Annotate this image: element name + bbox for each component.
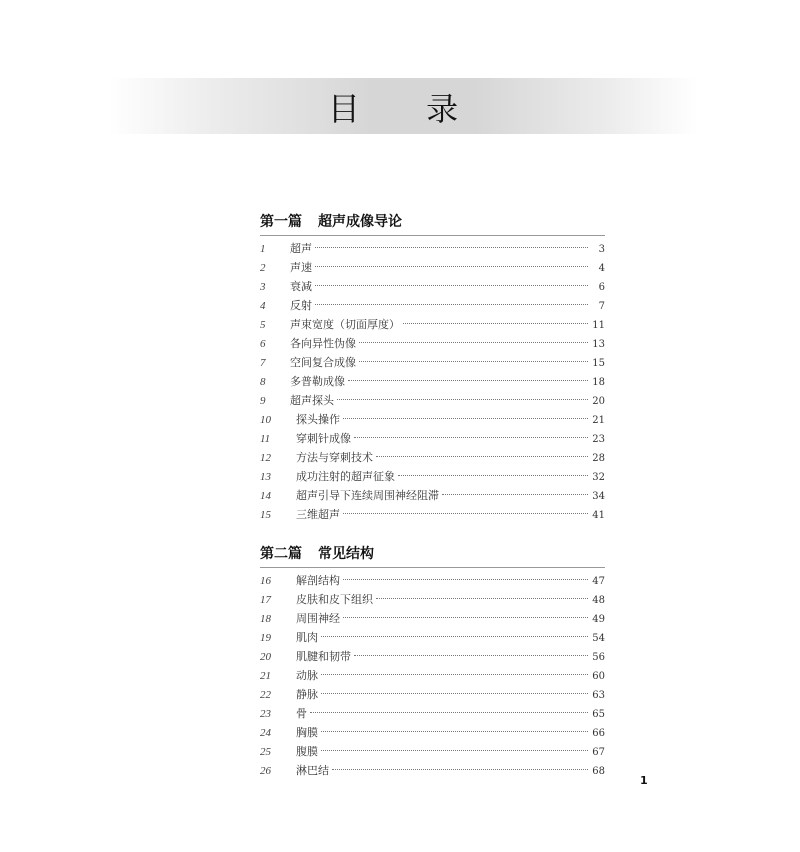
chapter-number: 26 <box>260 765 271 777</box>
chapter-number: 24 <box>260 727 271 739</box>
chapter-page: 23 <box>592 434 605 445</box>
chapter-title: 肌腱和韧带 <box>296 650 351 663</box>
leader-dots <box>321 731 588 732</box>
leader-dots <box>321 674 588 675</box>
chapter-title: 腹膜 <box>296 745 318 758</box>
toc-entry[interactable] <box>260 467 605 486</box>
chapter-page: 54 <box>592 633 605 644</box>
chapter-page: 6 <box>598 282 605 293</box>
chapter-page: 34 <box>592 491 605 502</box>
toc-entries <box>260 239 605 524</box>
chapter-page: 56 <box>592 652 605 663</box>
chapter-number: 13 <box>260 471 271 483</box>
toc-entry[interactable] <box>260 372 605 391</box>
chapter-number: 4 <box>260 300 266 312</box>
chapter-page: 7 <box>598 301 605 312</box>
chapter-page: 41 <box>592 510 605 521</box>
chapter-page: 32 <box>592 472 605 483</box>
chapter-title: 静脉 <box>296 688 318 701</box>
chapter-page: 15 <box>592 358 605 369</box>
chapter-page: 4 <box>598 263 605 274</box>
chapter-page: 13 <box>592 339 605 350</box>
chapter-page: 65 <box>592 709 605 720</box>
leader-dots <box>343 513 588 514</box>
chapter-page: 63 <box>592 690 605 701</box>
chapter-number: 16 <box>260 575 271 587</box>
part-name: 常见结构 <box>318 546 374 562</box>
leader-dots <box>315 247 588 248</box>
leader-dots <box>343 617 588 618</box>
chapter-page: 49 <box>592 614 605 625</box>
chapter-number: 19 <box>260 632 271 644</box>
part-one-section <box>260 213 605 524</box>
part-heading <box>260 213 605 231</box>
chapter-title: 淋巴结 <box>296 764 329 777</box>
toc-entry[interactable] <box>260 628 605 647</box>
toc-entry[interactable] <box>260 590 605 609</box>
leader-dots <box>337 399 588 400</box>
toc-entry[interactable] <box>260 723 605 742</box>
chapter-title: 皮肤和皮下组织 <box>296 593 373 606</box>
chapter-title: 声速 <box>290 261 312 274</box>
chapter-title: 声束宽度（切面厚度） <box>290 318 400 331</box>
leader-dots <box>403 323 588 324</box>
chapter-page: 48 <box>592 595 605 606</box>
chapter-title: 多普勒成像 <box>290 375 345 388</box>
toc-entry[interactable] <box>260 448 605 467</box>
leader-dots <box>321 636 588 637</box>
part-heading <box>260 545 605 563</box>
chapter-page: 3 <box>598 244 605 255</box>
chapter-page: 11 <box>592 320 605 331</box>
leader-dots <box>442 494 588 495</box>
leader-dots <box>315 304 588 305</box>
toc-entry[interactable] <box>260 742 605 761</box>
leader-dots <box>376 598 588 599</box>
chapter-page: 28 <box>592 453 605 464</box>
chapter-page: 20 <box>592 396 605 407</box>
toc-entry[interactable] <box>260 315 605 334</box>
chapter-title: 探头操作 <box>296 413 340 426</box>
leader-dots <box>321 750 588 751</box>
chapter-number: 8 <box>260 376 266 388</box>
chapter-number: 21 <box>260 670 271 682</box>
chapter-title: 动脉 <box>296 669 318 682</box>
toc-entries <box>260 571 605 780</box>
toc-entry[interactable] <box>260 505 605 524</box>
leader-dots <box>398 475 588 476</box>
chapter-title: 穿刺针成像 <box>296 432 351 445</box>
chapter-number: 25 <box>260 746 271 758</box>
page-number: 1 <box>640 774 648 787</box>
chapter-number: 3 <box>260 281 266 293</box>
chapter-number: 10 <box>260 414 271 426</box>
chapter-title: 超声引导下连续周围神经阻滞 <box>296 489 439 502</box>
chapter-number: 1 <box>260 243 266 255</box>
leader-dots <box>359 361 588 362</box>
leader-dots <box>354 437 588 438</box>
toc-entry[interactable] <box>260 647 605 666</box>
chapter-title: 衰减 <box>290 280 312 293</box>
toc-entry[interactable] <box>260 239 605 258</box>
chapter-number: 12 <box>260 452 271 464</box>
chapter-title: 超声探头 <box>290 394 334 407</box>
chapter-number: 23 <box>260 708 271 720</box>
toc-entry[interactable] <box>260 353 605 372</box>
part-two-section <box>260 545 605 780</box>
chapter-title: 肌肉 <box>296 631 318 644</box>
chapter-title: 反射 <box>290 299 312 312</box>
toc-entry[interactable] <box>260 429 605 448</box>
toc-entry[interactable] <box>260 410 605 429</box>
toc-entry[interactable] <box>260 277 605 296</box>
chapter-page: 18 <box>592 377 605 388</box>
toc-entry[interactable] <box>260 685 605 704</box>
chapter-number: 15 <box>260 509 271 521</box>
chapter-page: 47 <box>592 576 605 587</box>
toc-entry[interactable] <box>260 334 605 353</box>
chapter-title: 方法与穿刺技术 <box>296 451 373 464</box>
chapter-title: 三维超声 <box>296 508 340 521</box>
toc-entry[interactable] <box>260 486 605 505</box>
page-title: 目 录 <box>327 90 487 128</box>
chapter-title: 胸膜 <box>296 726 318 739</box>
leader-dots <box>359 342 588 343</box>
leader-dots <box>348 380 588 381</box>
chapter-title: 空间复合成像 <box>290 356 356 369</box>
chapter-number: 18 <box>260 613 271 625</box>
toc-entry[interactable] <box>260 704 605 723</box>
chapter-number: 17 <box>260 594 271 606</box>
part-number: 第二篇 <box>260 546 302 562</box>
toc-entry[interactable] <box>260 666 605 685</box>
leader-dots <box>332 769 588 770</box>
chapter-number: 22 <box>260 689 271 701</box>
toc-entry[interactable] <box>260 258 605 277</box>
toc-entry[interactable] <box>260 761 605 780</box>
chapter-page: 60 <box>592 671 605 682</box>
chapter-number: 7 <box>260 357 266 369</box>
heading-rule <box>260 235 605 236</box>
chapter-number: 14 <box>260 490 271 502</box>
chapter-number: 9 <box>260 395 266 407</box>
leader-dots <box>354 655 588 656</box>
heading-rule <box>260 567 605 568</box>
chapter-number: 20 <box>260 651 271 663</box>
chapter-number: 6 <box>260 338 266 350</box>
chapter-number: 11 <box>260 433 271 445</box>
chapter-title: 骨 <box>296 707 307 720</box>
toc-entry[interactable] <box>260 609 605 628</box>
chapter-title: 解剖结构 <box>296 574 340 587</box>
leader-dots <box>315 285 588 286</box>
chapter-number: 5 <box>260 319 266 331</box>
toc-entry[interactable] <box>260 296 605 315</box>
chapter-page: 68 <box>592 766 605 777</box>
leader-dots <box>376 456 588 457</box>
toc-entry[interactable] <box>260 391 605 410</box>
part-number: 第一篇 <box>260 214 302 230</box>
leader-dots <box>321 693 588 694</box>
chapter-page: 66 <box>592 728 605 739</box>
chapter-title: 超声 <box>290 242 312 255</box>
part-name: 超声成像导论 <box>318 214 402 230</box>
chapter-title: 各向异性伪像 <box>290 337 356 350</box>
leader-dots <box>315 266 588 267</box>
chapter-page: 67 <box>592 747 605 758</box>
chapter-number: 2 <box>260 262 266 274</box>
chapter-title: 成功注射的超声征象 <box>296 470 395 483</box>
chapter-page: 21 <box>592 415 605 426</box>
leader-dots <box>343 418 588 419</box>
leader-dots <box>343 579 588 580</box>
toc-entry[interactable] <box>260 571 605 590</box>
chapter-title: 周围神经 <box>296 612 340 625</box>
leader-dots <box>310 712 588 713</box>
